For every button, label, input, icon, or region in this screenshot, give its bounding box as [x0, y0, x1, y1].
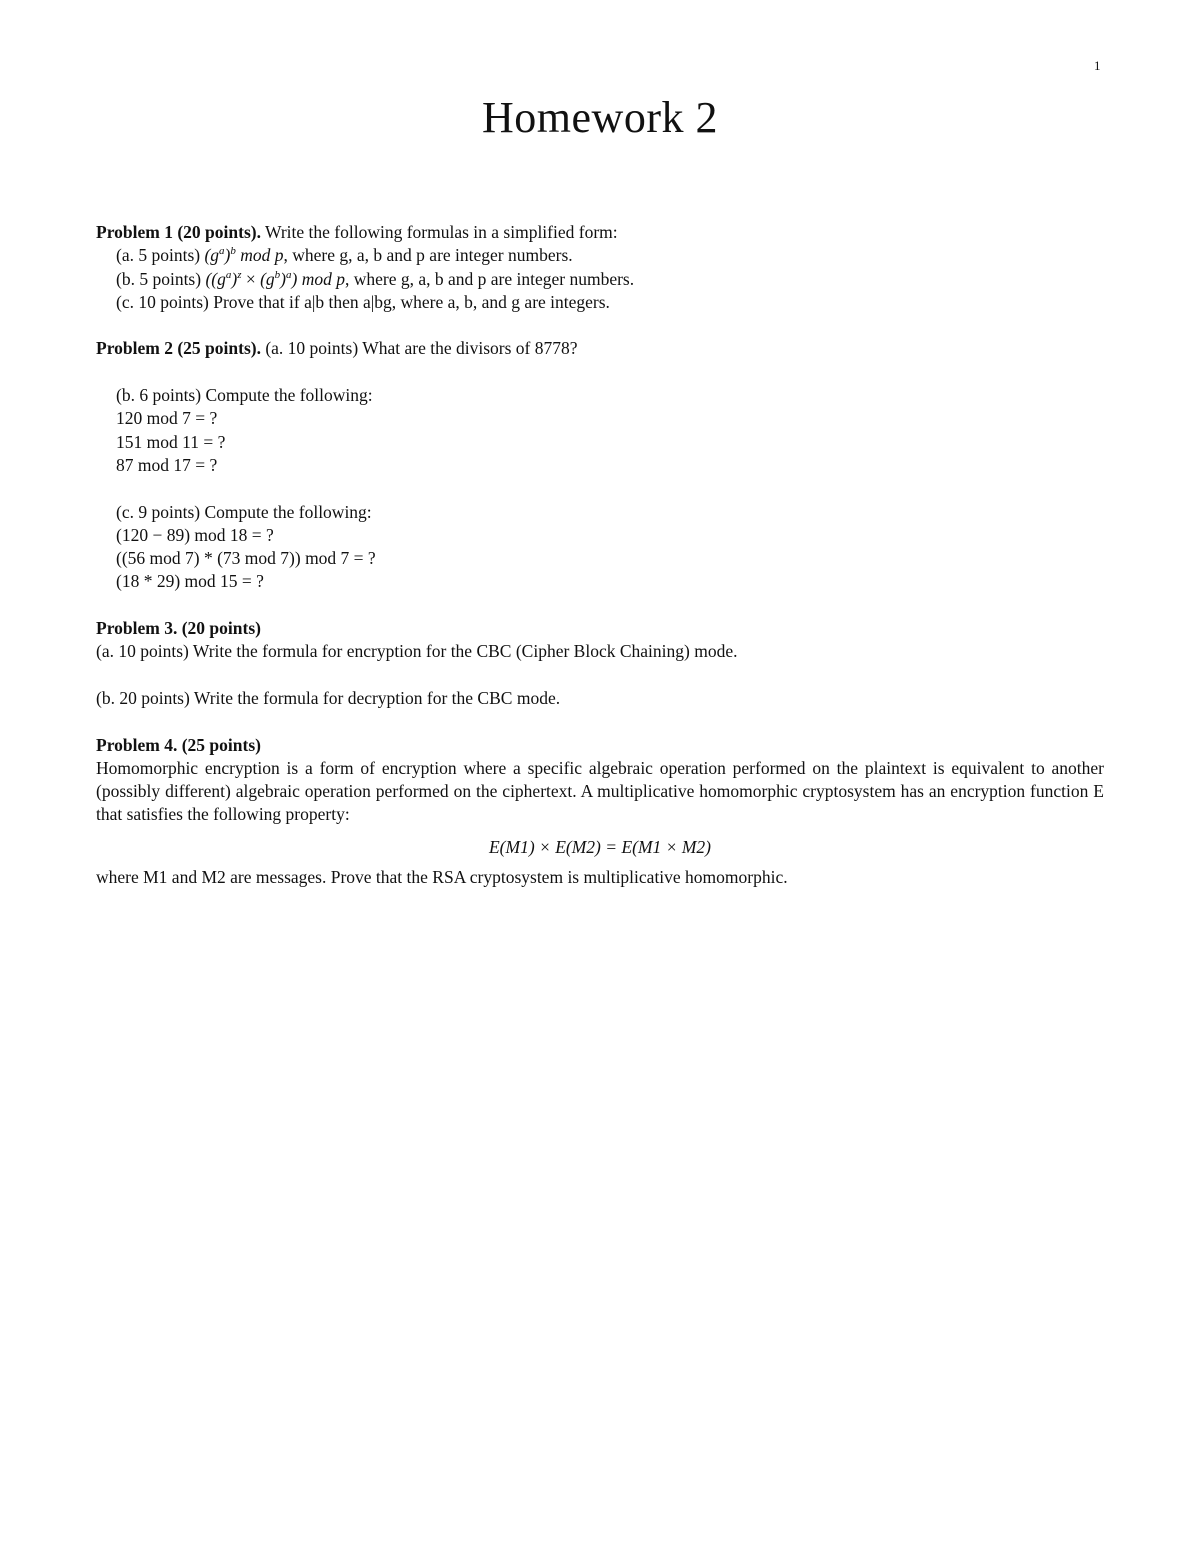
problem-1a	[96, 244, 1104, 267]
problem-1b	[96, 268, 1104, 291]
problem-4-heading: Problem 4. (25 points)	[96, 734, 261, 755]
problem-2-heading: Problem 2 (25 points).	[96, 338, 261, 359]
problem-1a-text: , where g, a, b and p are integer numbers.	[283, 245, 573, 266]
problem-1a-label: (a. 5 points)	[116, 245, 205, 266]
problem-2c-title: (c. 9 points) Compute the following:	[116, 501, 372, 522]
problem-1b-text: , where g, a, b and p are integer numbers.	[344, 268, 635, 289]
problem-2c-item: ((56 mod 7) * (73 mod 7)) mod 7 = ?	[116, 548, 376, 569]
page-title: Homework 2	[482, 93, 718, 142]
problem-1a-formula: $(g^a)^b$ mod p	[204, 245, 284, 266]
problem-4-formula: E(M1) × E(M2) = E(M1 × M2)	[488, 836, 712, 857]
problem-1-heading: Problem 1 (20 points).	[96, 222, 261, 242]
problem-2a: (a. 10 points) What are the divisors of 8778?	[260, 338, 578, 359]
problem-1b-label: (b. 5 points)	[116, 268, 206, 289]
problem-3-heading: Problem 3. (20 points)	[96, 618, 261, 639]
problem-1-intro-line	[96, 221, 1104, 244]
problem-2-line	[96, 337, 1104, 360]
problem-1-intro: Write the following formulas in a simplified form:	[260, 222, 618, 242]
homework-body	[96, 221, 1104, 889]
problem-1b-mod: mod p	[297, 268, 345, 289]
problem-1c: (c. 10 points) Prove that if a|b then a|bg, where a, b, and g are integers.	[116, 291, 610, 312]
problem-2c-item: (18 * 29) mod 15 = ?	[116, 571, 264, 592]
problem-2c-item: (120 − 89) mod 18 = ?	[116, 524, 274, 545]
problem-3b: (b. 20 points) Write the formula for decryption for the CBC mode.	[96, 687, 561, 708]
problem-2b-item: 151 mod 11 = ?	[116, 431, 226, 452]
problem-1a-mod: mod p	[235, 245, 284, 266]
problem-2b-item: 87 mod 17 = ?	[116, 454, 218, 475]
page-number: 1	[1094, 58, 1101, 73]
problem-4-closing: where M1 and M2 are messages. Prove that the RSA cryptosystem is multiplicative homomorphic.	[96, 867, 788, 888]
problem-3a: (a. 10 points) Write the formula for encryption for the CBC (Cipher Block Chaining) mode.	[96, 641, 738, 662]
problem-1b-formula: $((g^a)^z \times (g^b)^a)$ mod p	[205, 268, 345, 289]
problem-4-paragraph: Homomorphic encryption is a form of encryption where a specific algebraic operation performed on the plaintext is equivalent to another (possibly different) algebraic operation performed on the ciphertext. A multiplicative homomorphic cryptosystem has an encryption function E that satisfies the following property:	[96, 757, 1104, 825]
problem-2b-title: (b. 6 points) Compute the following:	[116, 385, 373, 406]
problem-2b-item: 120 mod 7 = ?	[116, 408, 218, 429]
